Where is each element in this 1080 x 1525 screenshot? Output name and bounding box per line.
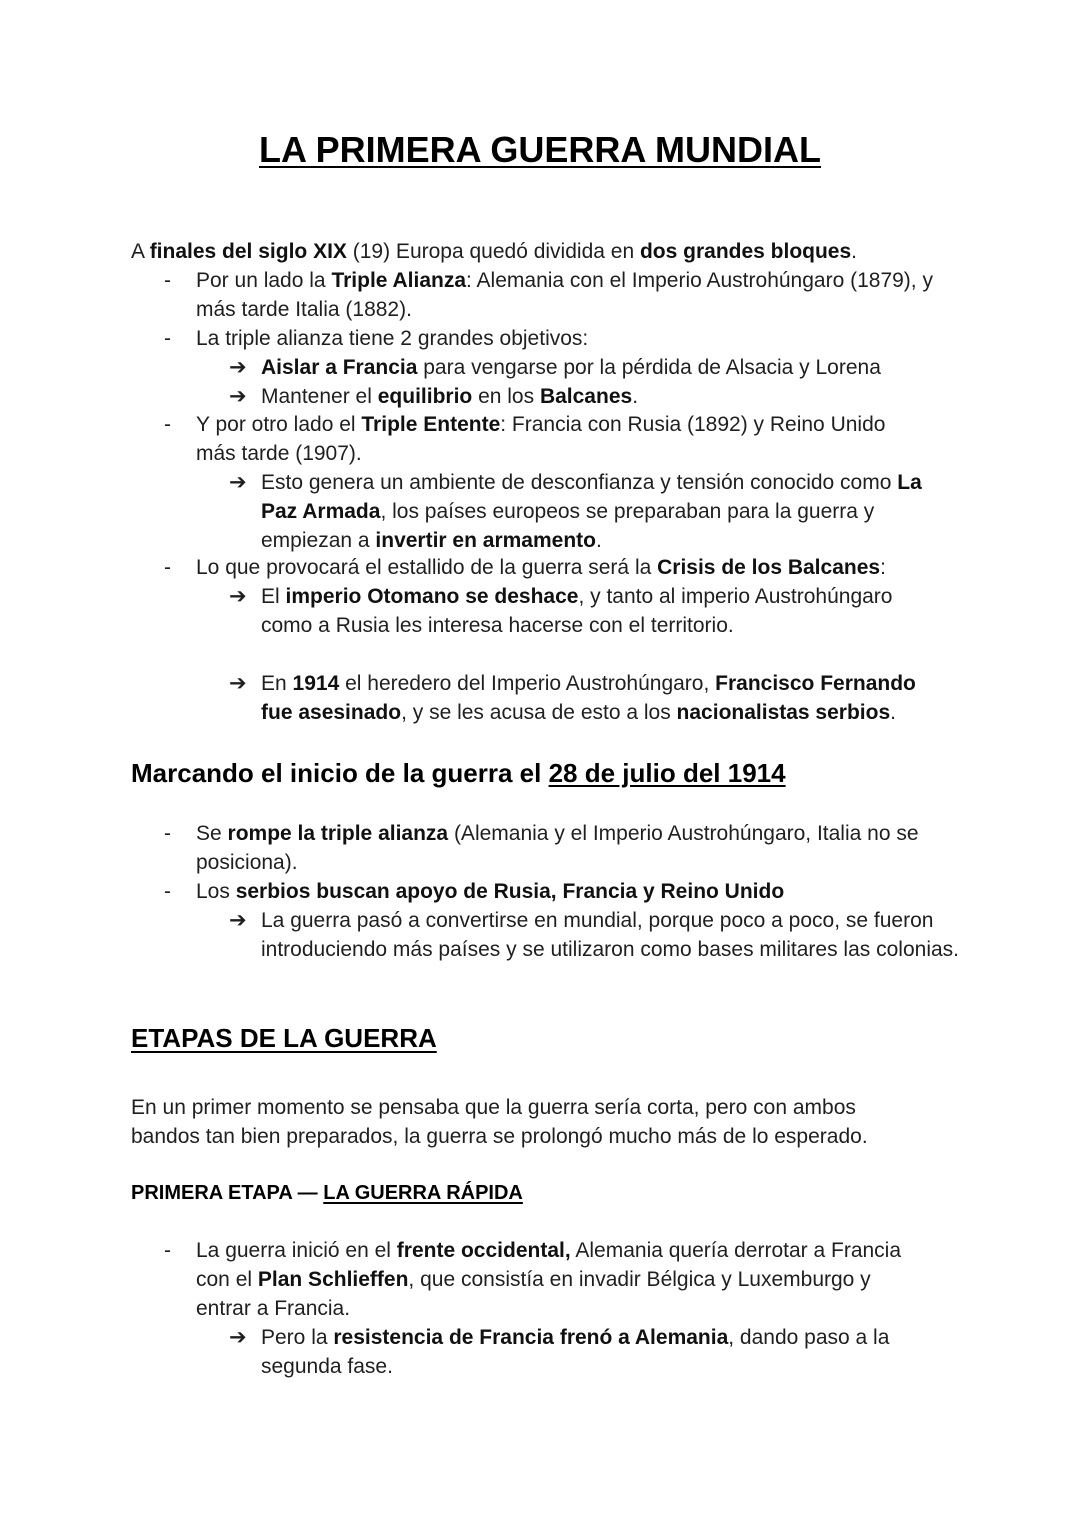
intro-paragraph: A finales del siglo XIX (19) Europa quedó dividida en dos grandes bloques.	[131, 240, 858, 263]
paragraph: En un primer momento se pensaba que la guerra sería corta, pero con ambos bandos tan bien preparados, la guerra se prolongó mucho más de lo esperado.	[131, 1096, 868, 1148]
list-item: - La triple alianza tiene 2 grandes objetivos: ➔ Aislar a Francia para vengarse por la pérdida de Alsacia y Lorena ➔ Mantener el equilibrio en los Balcanes.	[131, 324, 971, 411]
dash-bullet: -	[164, 880, 171, 903]
arrow-icon: ➔	[229, 585, 247, 608]
arrow-icon: ➔	[229, 909, 247, 932]
list-item: - La guerra inició en el frente occidental, Alemania quería derrotar a Francia con el Plan Schlieffen, que consistía en invadir Bélgica y Luxemburgo y entrar a Francia. ➔ Pero la resistencia de Francia frenó a Alemania, dando paso a la segunda fase.	[131, 1236, 971, 1381]
list-item: - Lo que provocará el estallido de la guerra será la Crisis de los Balcanes: ➔ El imperio Otomano se deshace, y tanto al imperio Austrohúngaro como a Rusia les interesa hacerse con el territorio.	[131, 553, 971, 640]
arrow-icon: ➔	[229, 471, 247, 494]
arrow-icon: ➔	[229, 385, 247, 408]
dash-bullet: -	[164, 327, 171, 350]
arrow-icon: ➔	[229, 356, 247, 379]
dash-bullet: -	[164, 556, 171, 579]
page-title: LA PRIMERA GUERRA MUNDIAL	[259, 129, 821, 170]
dash-bullet: -	[164, 413, 171, 436]
arrow-icon: ➔	[229, 1326, 247, 1349]
list-item: ➔ En 1914 el heredero del Imperio Austrohúngaro, Francisco Fernando fue asesinado, y se les acusa de esto a los nacionalistas serbios.	[131, 669, 971, 727]
section-heading: ETAPAS DE LA GUERRA	[131, 1023, 437, 1053]
section-heading: Marcando el inicio de la guerra el 28 de julio del 1914	[131, 758, 786, 788]
dash-bullet: -	[164, 269, 171, 292]
arrow-icon: ➔	[229, 672, 247, 695]
dash-bullet: -	[164, 1239, 171, 1262]
list-item: - Se rompe la triple alianza (Alemania y el Imperio Austrohúngaro, Italia no se posiciona).	[131, 819, 971, 877]
list-item: - Y por otro lado el Triple Entente: Francia con Rusia (1892) y Reino Unido más tarde (1907). ➔ Esto genera un ambiente de desconfianza y tensión conocido como La Paz Armada, los países europeos se preparaban para la guerra y empiezan a invertir en armamento.	[131, 410, 971, 555]
list-item: - Por un lado la Triple Alianza: Alemania con el Imperio Austrohúngaro (1879), y más tarde Italia (1882).	[131, 266, 971, 324]
dash-bullet: -	[164, 822, 171, 845]
list-item: - Los serbios buscan apoyo de Rusia, Francia y Reino Unido ➔ La guerra pasó a convertirse en mundial, porque poco a poco, se fueron introduciendo más países y se utilizaron como bases militares las colonias.	[131, 877, 971, 964]
subsection-heading: PRIMERA ETAPA — LA GUERRA RÁPIDA	[131, 1182, 523, 1204]
